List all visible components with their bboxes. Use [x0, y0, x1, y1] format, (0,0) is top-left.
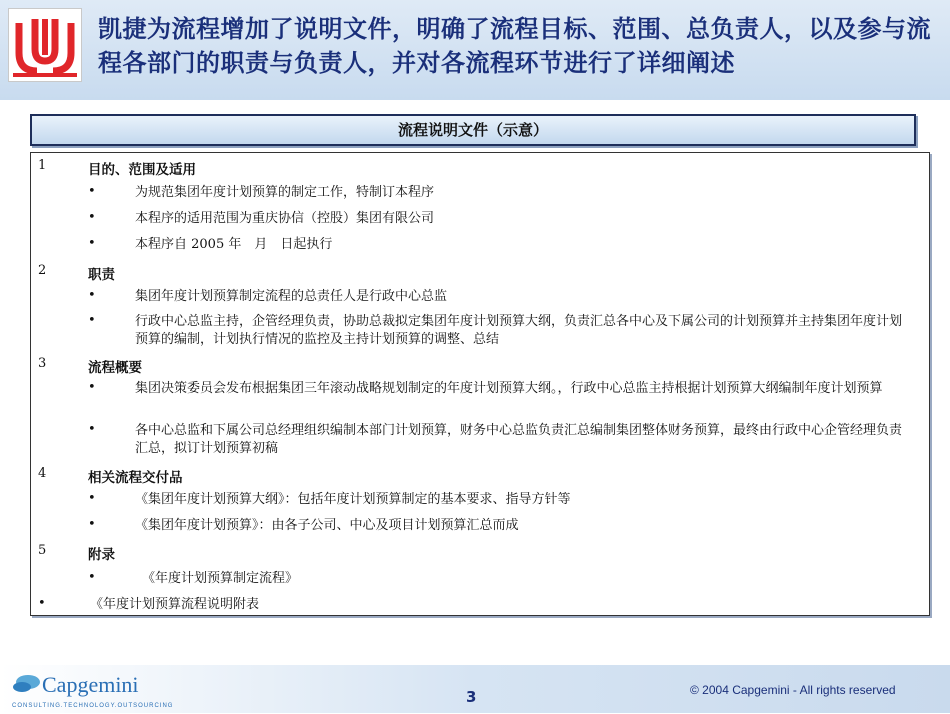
- bullet: •: [88, 236, 96, 251]
- list-item-text: 行政中心总监主持，企管经理负责，协助总裁拟定集团年度计划预算大纲，负责汇总各中心及下属公司的计划预算并主持集团年度计划预算的编制，计划执行情况的监控及主持计划预算的调整、总结: [135, 314, 903, 347]
- list-item-text: 《集团年度计划预算》：由各子公司、中心及项目计划预算汇总而成: [135, 518, 519, 533]
- bullet: •: [88, 517, 96, 532]
- page-title: 凯捷为流程增加了说明文件，明确了流程目标、范围、总负责人，以及参与流程各部门的职责与负责人，并对各流程环节进行了详细阐述: [98, 15, 931, 77]
- bullet: •: [88, 313, 96, 328]
- company-logo: [8, 8, 82, 82]
- brand-name: Capgemini: [42, 672, 139, 697]
- bullet: •: [88, 184, 96, 199]
- section-number: 3: [38, 356, 47, 371]
- company-logo-icon: [9, 9, 81, 81]
- panel-heading: 流程说明文件（示意）: [30, 114, 916, 146]
- section-title: 附录: [88, 547, 115, 563]
- list-item-text: 集团年度计划预算制定流程的总责任人是行政中心总监: [135, 289, 448, 304]
- list-item-text: 《集团年度计划预算大纲》：包括年度计划预算制定的基本要求、指导方针等: [135, 492, 571, 507]
- bullet: •: [88, 288, 96, 303]
- section-number: 1: [38, 158, 47, 173]
- section-number: 2: [38, 263, 47, 278]
- brand-tagline: CONSULTING.TECHNOLOGY.OUTSOURCING: [12, 703, 174, 709]
- list-item-text: 本程序自 2005 年 月 日起执行: [135, 237, 333, 252]
- section-title: 相关流程交付品: [88, 470, 183, 486]
- section-number: 5: [38, 543, 47, 558]
- list-item-text: 各中心总监和下属公司总经理组织编制本部门计划预算，财务中心总监负责汇总编制集团整体财务预算，最终由行政中心企管经理负责汇总，拟订计划预算初稿: [135, 423, 903, 456]
- section-title: 职责: [88, 267, 115, 283]
- page-number: 3: [466, 688, 477, 706]
- section-title: 流程概要: [88, 360, 142, 376]
- bullet: •: [38, 596, 46, 611]
- bullet: •: [88, 570, 96, 585]
- capgemini-logo: [10, 668, 174, 710]
- bullet: •: [88, 491, 96, 506]
- section-number: 4: [38, 466, 47, 481]
- capgemini-spade-icon: [10, 668, 174, 710]
- bullet: •: [88, 422, 96, 437]
- list-item-text: 为规范集团年度计划预算的制定工作，特制订本程序: [135, 185, 435, 200]
- copyright-notice: © 2004 Capgemini - All rights reserved: [690, 683, 896, 697]
- section-title: 目的、范围及适用: [88, 162, 196, 178]
- list-item-text: 《年度计划预算制定流程》: [142, 571, 299, 586]
- list-item-text: 《年度计划预算流程说明附表: [90, 597, 260, 612]
- bullet: •: [88, 380, 96, 395]
- list-item-text: 集团决策委员会发布根据集团三年滚动战略规划制定的年度计划预算大纲。，行政中心总监主持根据计划预算大纲编制年度计划预算: [135, 381, 883, 396]
- bullet: •: [88, 210, 96, 225]
- list-item-text: 本程序的适用范围为重庆协信（控股）集团有限公司: [135, 211, 435, 226]
